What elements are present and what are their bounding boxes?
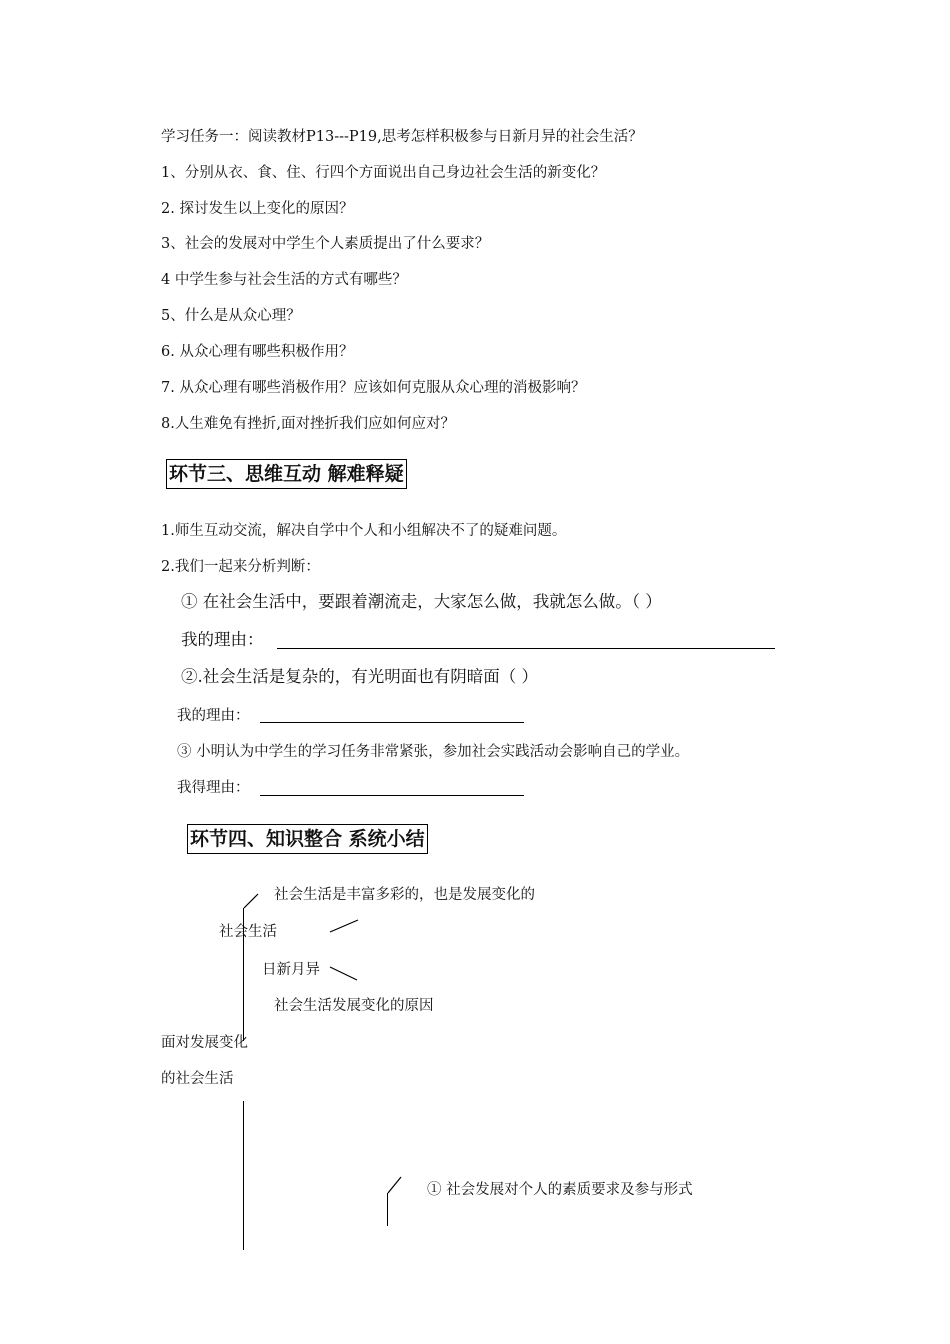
section4-heading: 环节四、知识整合 系统小结 — [187, 824, 428, 854]
question-3: 3、社会的发展对中学生个人素质提出了什么要求？ — [161, 236, 490, 252]
question-1: 1、分别从衣、食、住、行四个方面说出自己身边社会生活的新变化？ — [161, 165, 606, 181]
diagram-bracket-quality — [387, 1193, 388, 1226]
question-5: 5、什么是从众心理？ — [161, 308, 301, 324]
judge-statement-2: ②.社会生活是复杂的，有光明面也有阴暗面（ ） — [181, 667, 538, 686]
connector-top — [244, 894, 258, 908]
section3-heading: 环节三、思维互动 解难释疑 — [166, 459, 407, 489]
judge-statement-1: ① 在社会生活中，要跟着潮流走，大家怎么做，我就怎么做。（ ） — [181, 592, 662, 611]
diagram-point-rich: 社会生活是丰富多彩的，也是发展变化的 — [274, 887, 535, 903]
diagram-bracket-upper — [243, 908, 244, 1041]
diagram-social-life: 社会生活 — [219, 924, 277, 940]
reason-answer-line-1[interactable] — [277, 648, 775, 649]
reason-answer-line-2[interactable] — [260, 722, 524, 723]
reason-label-1: 我的理由： — [181, 630, 264, 649]
reason-answer-line-3[interactable] — [260, 795, 524, 796]
reason-label-2: 我的理由： — [177, 708, 250, 724]
connector-quality — [388, 1177, 401, 1193]
reason-label-3: 我得理由： — [177, 780, 250, 796]
judge-statement-3: ③ 小明认为中学生的学习任务非常紧张，参加社会实践活动会影响自己的学业。 — [177, 744, 690, 760]
diagram-point-reason: 社会生活发展变化的原因 — [274, 998, 434, 1014]
connector-social-life — [330, 920, 358, 932]
section3-item-1: 1.师生互动交流，解决自学中个人和小组解决不了的疑难问题。 — [161, 523, 567, 539]
diagram-daily-new: 日新月异 — [262, 962, 320, 978]
question-4: 4 中学生参与社会生活的方式有哪些？ — [161, 272, 407, 288]
section3-item-2: 2.我们一起来分析判断： — [161, 559, 320, 575]
diagram-root-line-2: 的社会生活 — [161, 1071, 234, 1087]
question-7: 7. 从众心理有哪些消极作用？应该如何克服从众心理的消极影响？ — [161, 380, 586, 396]
connector-daily-new — [330, 967, 357, 980]
diagram-point-quality: ① 社会发展对个人的素质要求及参与形式 — [427, 1182, 693, 1198]
diagram-bracket-lower — [243, 1101, 244, 1250]
question-2: 2. 探讨发生以上变化的原因？ — [161, 201, 354, 217]
question-8: 8.人生难免有挫折,面对挫折我们应如何应对？ — [161, 416, 455, 432]
task-title: 学习任务一：阅读教材P13---P19,思考怎样积极参与日新月异的社会生活？ — [161, 129, 643, 145]
diagram-root-line-1: 面对发展变化 — [161, 1035, 248, 1051]
question-6: 6. 从众心理有哪些积极作用？ — [161, 344, 354, 360]
